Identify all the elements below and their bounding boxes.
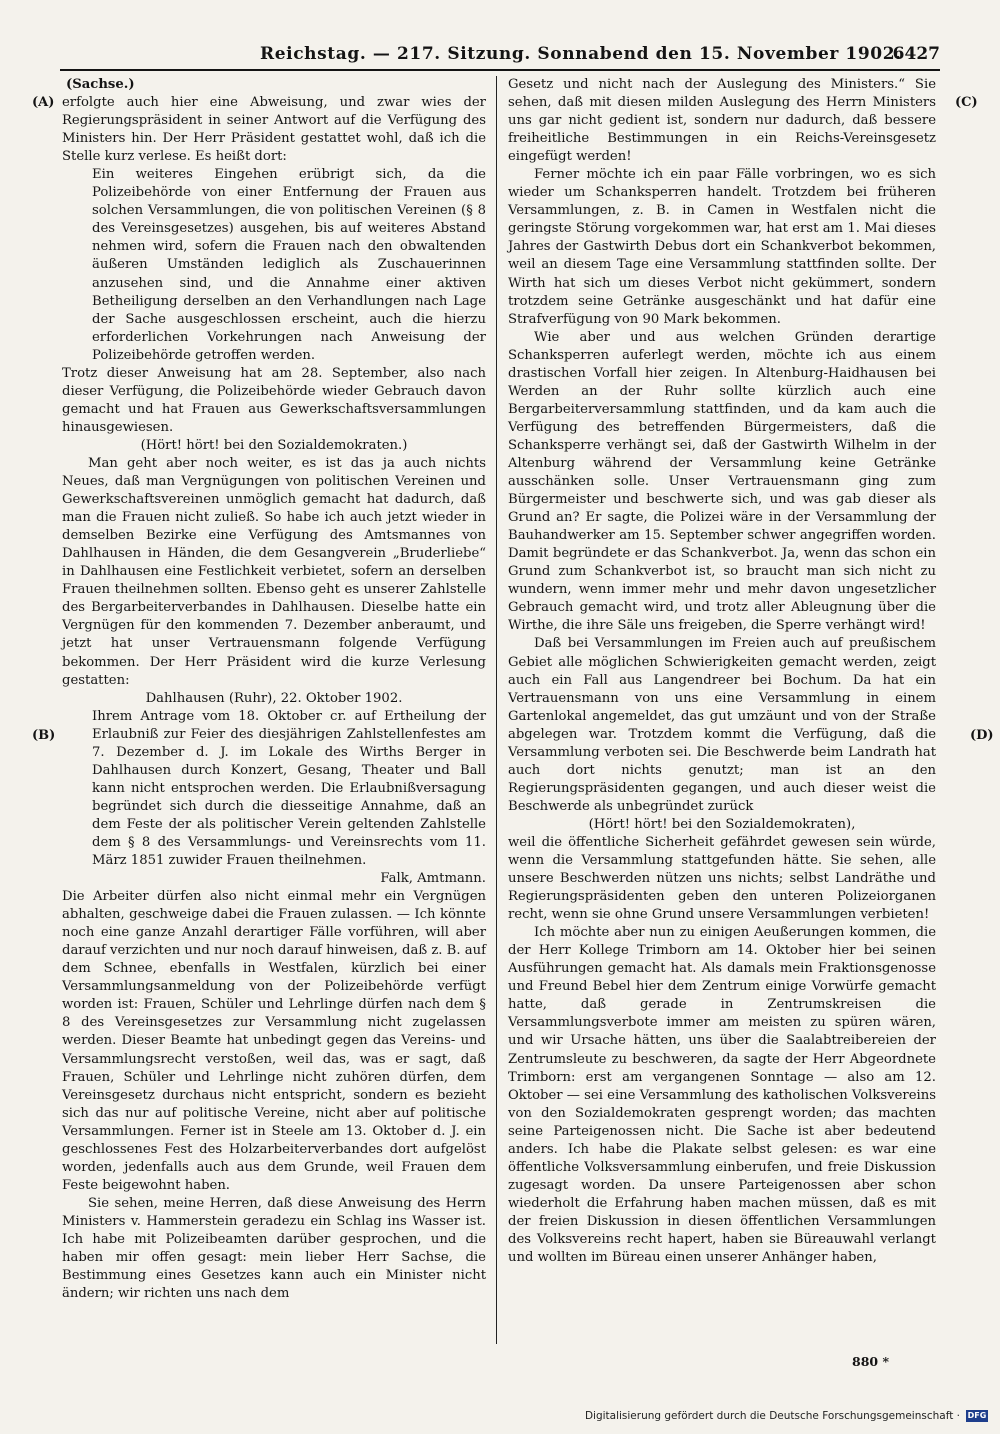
paragraph: weil die öffentliche Sicherheit gefährdet gewesen sein würde, wenn die Versammlung stattgefunden hätte. Sie sehen, alle unsere Beschwerden nützen uns nichts; selbst Landräthe und Regierungspräsidenten geben den unteren Polizeiorganen recht, wenn sie ohne Grund unsere Versammlungen verbieten! (508, 834, 936, 923)
right-column (508, 76, 936, 1267)
quoted-ordinance: Ein weiteres Eingehen erübrigt sich, da die Polizeibehörde von einer Entfernung der Frauen aus solchen Versammlungen, die von politischen Vereinen (§ 8 des Vereinsgesetzes) ausgehen, bis auf weiteres Abstand nehmen wird, sofern die Frauen nach den obwaltenden äußeren Umständen lediglich als Zuschauerinnen anzusehen sind, und die Annahme einer aktiven Betheiligung derselben an den Verhandlungen nach Lage der Sache ausgeschlossen erscheint, auch die hierzu erforderlichen Vorkehrungen nach Anweisung der Polizeibehörde getroffen werden. (92, 167, 486, 363)
paragraph: Die Arbeiter dürfen also nicht einmal mehr ein Vergnügen abhalten, geschweige dabei die Frauen zulassen. — Ich könnte noch eine ganze Anzahl derartiger Fälle vorführen, will aber darauf verzichten und nur noch darauf hinweisen, daß z. B. auf dem Schnee, ebenfalls in Westfalen, kürzlich bei einer Versammlungsanmeldung von der Polizeibehörde verfügt worden ist: Frauen, Schüler und Lehrlinge dürfen nach dem § 8 des Vereinsgesetzes zur Versammlung nicht zugelassen werden. Dieser Beamte hat unbedingt gegen das Vereins- und Versammlungsrecht verstoßen, weil das, was er sagt, daß Frauen, Schüler und Lehrlinge nicht zuhören dürfen, dem Vereinsgesetz durchaus nicht entspricht, sondern es bezieht sich das nur auf politische Vereine, nicht aber auf politische Versammlungen. Ferner ist in Steele am 13. Oktober d. J. ein geschlossenes Fest des Holzarbeiterverbandes dort aufgelöst worden, jedenfalls auch aus dem Grunde, weil Frauen dem Feste beigewohnt haben. (62, 889, 486, 1193)
paragraph: Ferner möchte ich ein paar Fälle vorbringen, wo es sich wieder um Schanksperren handelt. Trotzdem bei früheren Versammlungen, z. B. in Camen in Westfalen nicht die geringste Störung vorgekommen war, hat erst am 1. Mai dieses Jahres der Gastwirth Debus dort ein Schankverbot bekommen, weil an diesem Tage eine Versammlung stattfinden sollte. Der Wirth hat sich um dieses Verbot nicht gekümmert, sondern trotzdem seine Getränke ausgeschänkt und hat dafür eine Strafverfügung von 90 Mark bekommen. (508, 167, 936, 327)
page-number: 6427 (892, 44, 940, 64)
quoted-letter: Ihrem Antrage vom 18. Oktober cr. auf Ertheilung der Erlaubniß zur Feier des diesjährigen Zahlstellenfestes am 7. Dezember d. J. im Lokale des Wirths Berger in Dahlhausen durch Konzert, Gesang, Theater und Ball kann nicht entsprochen werden. Die Erlaubnißversagung begründet sich durch die diesseitige Annahme, daß an dem Feste der als politischer Verein geltenden Zahlstelle dem § 8 des Versammlungs- und Vereinsrechts vom 11. März 1851 zuwider Frauen theilnehmen. (92, 708, 486, 869)
paragraph: Sie sehen, meine Herren, daß diese Anweisung des Herrn Ministers v. Hammerstein geradezu ein Schlag ins Wasser ist. Ich habe mit Polizeibeamten darüber gesprochen, und die haben mir offen gesagt: mein lieber Herr Sachse, die Bestimmung eines Gesetzes kann auch ein Minister nicht ändern; wir richten uns nach dem (62, 1195, 486, 1302)
margin-marker-a: (A) (32, 95, 55, 110)
dfg-logo-icon: DFG (967, 1411, 987, 1420)
paragraph: Gesetz und nicht nach der Auslegung des Ministers.“ Sie sehen, daß mit diesen milden Auslegung des Herrn Ministers uns gar nicht gedient ist, sondern nur dadurch, daß bessere freiheitliche Bestimmungen in ein Reichs-Vereinsgesetz eingefügt werden! (508, 77, 936, 165)
interjection: (Hört! hört! bei den Sozialdemokraten), (588, 816, 856, 832)
header-title: Reichstag. — 217. Sitzung. Sonnabend den 15. November 1902. (260, 44, 902, 64)
column-divider (496, 76, 497, 1344)
footer-text: Digitalisierung gefördert durch die Deutsche Forschungsgemeinschaft · (584, 1410, 960, 1422)
running-header (60, 44, 940, 70)
header-rule (60, 69, 940, 71)
paragraph: Trotz dieser Anweisung hat am 28. September, also nach dieser Verfügung, die Polizeibehörde wieder Gebrauch davon gemacht und hat Frauen aus Gewerkschaftsversammlungen hinausgewiesen. (62, 365, 486, 435)
speaker-label: (Sachse.) (66, 77, 135, 92)
digitization-footer (585, 1410, 988, 1422)
paragraph: Daß bei Versammlungen im Freien auch auf preußischem Gebiet alle möglichen Schwierigkeiten gemacht werden, zeigt auch ein Fall aus Langendreer bei Bochum. Da hat ein Vertrauensmann von uns eine Versammlung in einem Gartenlokal angemeldet, das gut umzäunt und von der Straße abgelegen war. Trotzdem kommt die Verfügung, daß die Versammlung verboten sei. Die Beschwerde beim Landrath hat auch dort nichts genutzt; man ist an den Regierungspräsidenten gegangen, und auch dieser weist die Beschwerde als unbegründet zurück (508, 636, 936, 814)
interjection: (Hört! hört! bei den Sozialdemokraten.) (140, 437, 408, 453)
folio-number: 880 * (852, 1354, 889, 1369)
margin-marker-b: (B) (32, 728, 56, 743)
dateline: Dahlhausen (Ruhr), 22. Oktober 1902. (145, 690, 403, 706)
left-column (62, 76, 486, 1303)
paragraph: Wie aber und aus welchen Gründen derartige Schanksperren auferlegt werden, möchte ich aus einem drastischen Vorfall hier zeigen. In Altenburg-Haidhausen bei Werden an der Ruhr sollte kürzlich auch eine Bergarbeiterversammlung stattfinden, und da kam auch die Verfügung des betreffenden Bürgermeisters, daß die Schanksperre verhängt sei, daß der Gastwirth Wilhelm in der Altenburg während der Versammlung keine Getränke ausschänken solle. Unser Vertrauensmann ging zum Bürgermeister und beschwerte sich, und was gab dieser als Grund an? Er sagte, die Polizei wäre in der Versammlung der Bauhandwerker am 15. September schwer angegriffen worden. Damit begründete er das Schankverbot. Ja, wenn das schon ein Grund zum Schankverbot ist, so braucht man sich nicht zu wundern, wenn immer mehr und mehr davon ungesetzlicher Gebrauch gemacht wird, und trotz aller Ableugnung über die Wirthe, die ihre Säle uns freigeben, die Sperre verhängt wird! (508, 329, 936, 634)
paragraph: erfolgte auch hier eine Abweisung, und zwar wies der Regierungspräsident in seiner Antwort auf die Verfügung des Ministers hin. Der Herr Präsident gestattet wohl, daß ich die Stelle kurz verlese. Es heißt dort: (62, 95, 486, 165)
margin-marker-d: (D) (970, 728, 994, 743)
signature: Falk, Amtmann. (380, 871, 486, 887)
margin-marker-c: (C) (955, 95, 978, 110)
paragraph: Man geht aber noch weiter, es ist das ja auch nichts Neues, daß man Vergnügungen von politischen Vereinen und Gewerkschaftsvereinen unmöglich gemacht hat dadurch, daß man die Frauen nicht zuließ. So habe ich auch jetzt wieder in demselben Bezirke eine Verfügung des Amtsmannes von Dahlhausen in Händen, die dem Gesangverein „Bruderliebe“ in Dahlhausen eine Festlichkeit verbietet, sofern an derselben Frauen theilnehmen sollten. Ebenso geht es unserer Zahlstelle des Bergarbeiterverbandes in Dahlhausen. Dieselbe hatte ein Vergnügen für den kommenden 7. Dezember anberaumt, und jetzt hat unser Vertrauensmann folgende Verfügung bekommen. Der Herr Präsident wird die kurze Verlesung gestatten: (62, 455, 486, 688)
paragraph: Ich möchte aber nun zu einigen Aeußerungen kommen, die der Herr Kollege Trimborn am 14. Oktober hier bei seinen Ausführungen gemacht hat. Als damals mein Fraktionsgenosse und Freund Bebel hier dem Zentrum einige Vorwürfe gemacht hatte, daß gerade in Zentrumskreisen die Versammlungsverbote immer am meisten zu spüren wären, und wir Ursache hätten, uns über die Saalabtreibereien der Zentrumsleute zu beschweren, da sagte der Herr Abgeordnete Trimborn: erst am vergangenen Sonntage — also am 12. Oktober — sei eine Versammlung des katholischen Volksvereins von den Sozialdemokraten gesprengt worden; das machten seine Parteigenossen nicht. Die Sache ist aber bedeutend anders. Ich habe die Plakate selbst gelesen: es war eine öffentliche Volksversammlung einberufen, und freie Diskussion zugesagt worden. Da unsere Parteigenossen aber schon wiederholt die Erfahrung haben machen müssen, daß es mit der freien Diskussion in diesen öffentlichen Versammlungen des Volksvereins recht hapert, haben sie Büreauwahl verlangt und wollten im Büreau einen unserer Anhänger haben, (508, 925, 936, 1266)
